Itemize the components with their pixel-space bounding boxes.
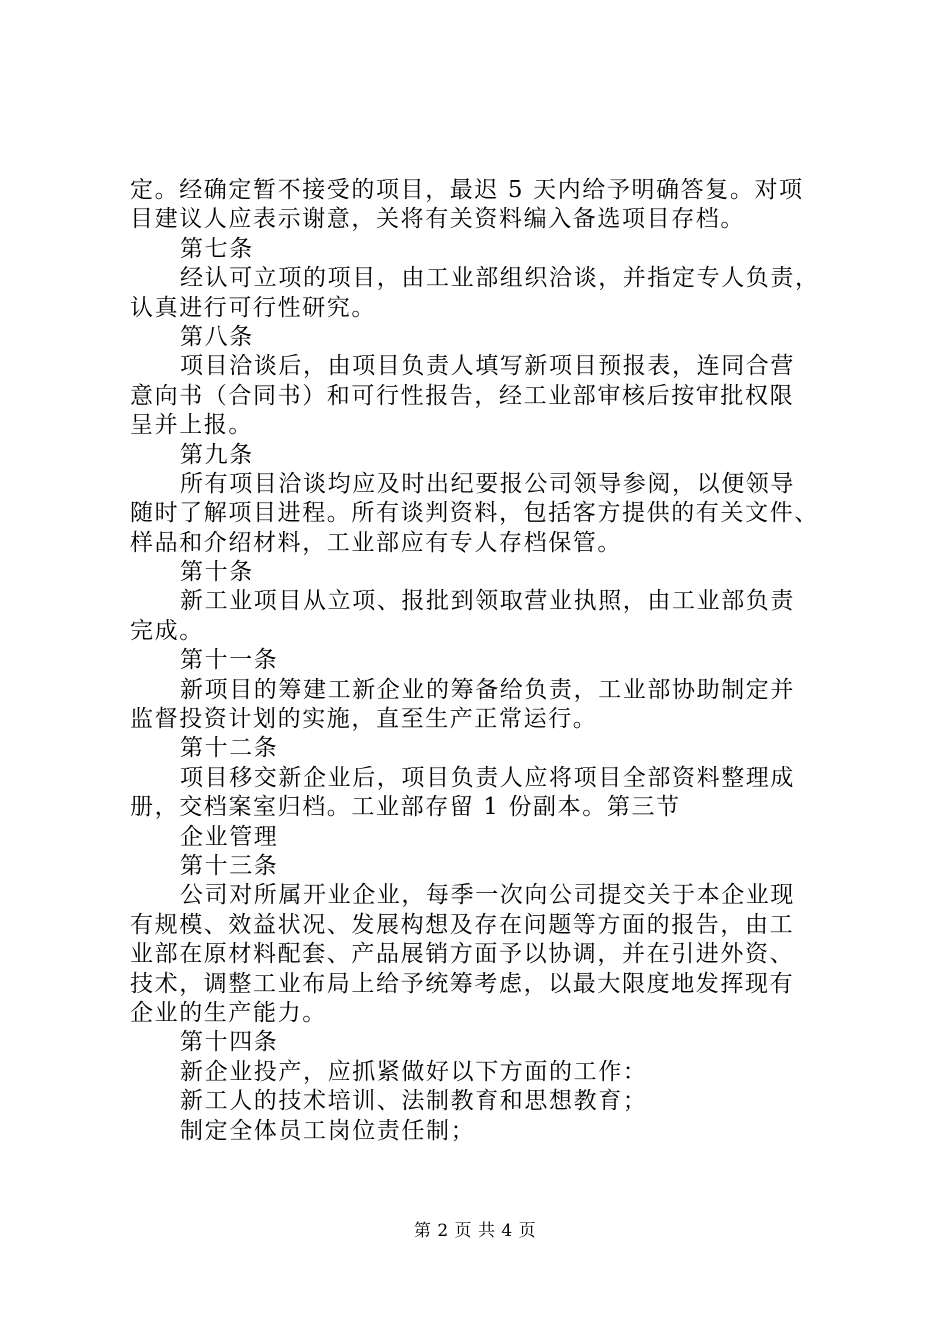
text-line: 新项目的筹建工新企业的筹备给负责，工业部协助制定并	[180, 676, 795, 703]
text-line: 第十四条	[180, 1029, 279, 1056]
text-line: 企业的生产能力。	[130, 999, 327, 1026]
text-line: 定。经确定暂不接受的项目，最迟 5 天内给予明确答复。对项	[130, 177, 804, 203]
text-line: 第十二条	[180, 735, 279, 762]
text-line: 经认可立项的项目，由工业部组织洽谈，并指定专人负责，	[180, 265, 820, 292]
text-line: 呈并上报。	[130, 412, 253, 439]
text-line: 意向书（合同书）和可行性报告，经工业部审核后按审批权限	[130, 382, 795, 409]
text-line: 认真进行可行性研究。	[130, 294, 376, 321]
text-line: 第七条	[180, 235, 254, 262]
page-footer: 第 2 页 共 4 页	[413, 1221, 537, 1241]
text-line: 新企业投产，应抓紧做好以下方面的工作：	[180, 1058, 648, 1085]
text-line: 技术，调整工业布局上给予统筹考虑，以最大限度地发挥现有	[130, 970, 795, 997]
text-line: 所有项目洽谈均应及时出纪要报公司领导参阅，以便领导	[180, 470, 795, 497]
text-line: 第十一条	[180, 647, 279, 674]
text-line: 完成。	[130, 617, 204, 644]
text-line: 新工业项目从立项、报批到领取营业执照，由工业部负责	[180, 588, 795, 615]
text-line: 有规模、效益状况、发展构想及存在问题等方面的报告，由工	[130, 911, 795, 938]
text-line: 制定全体员工岗位责任制；	[180, 1117, 476, 1144]
text-line: 第九条	[180, 441, 254, 468]
text-line: 企业管理	[180, 823, 279, 850]
text-line: 项目洽谈后，由项目负责人填写新项目预报表，连同合营	[180, 353, 795, 380]
text-line: 样品和介绍材料，工业部应有专人存档保管。	[130, 529, 622, 556]
document-body	[130, 176, 830, 1146]
text-line: 项目移交新企业后，项目负责人应将项目全部资料整理成	[180, 764, 795, 791]
text-line: 第十三条	[180, 852, 279, 879]
text-line: 业部在原材料配套、产品展销方面予以协调，并在引进外资、	[130, 941, 795, 968]
text-line: 随时了解项目进程。所有谈判资料，包括客方提供的有关文件、	[130, 500, 819, 527]
text-line: 公司对所属开业企业，每季一次向公司提交关于本企业现	[180, 882, 795, 909]
text-line: 册，交档案室归档。工业部存留 1 份副本。第三节	[130, 794, 681, 821]
text-line: 目建议人应表示谢意，关将有关资料编入备选项目存档。	[130, 206, 745, 233]
text-line: 监督投资计划的实施，直至生产正常运行。	[130, 706, 598, 733]
text-line: 第十条	[180, 559, 254, 586]
text-line: 新工人的技术培训、法制教育和思想教育；	[180, 1088, 648, 1115]
text-line: 第八条	[180, 323, 254, 350]
